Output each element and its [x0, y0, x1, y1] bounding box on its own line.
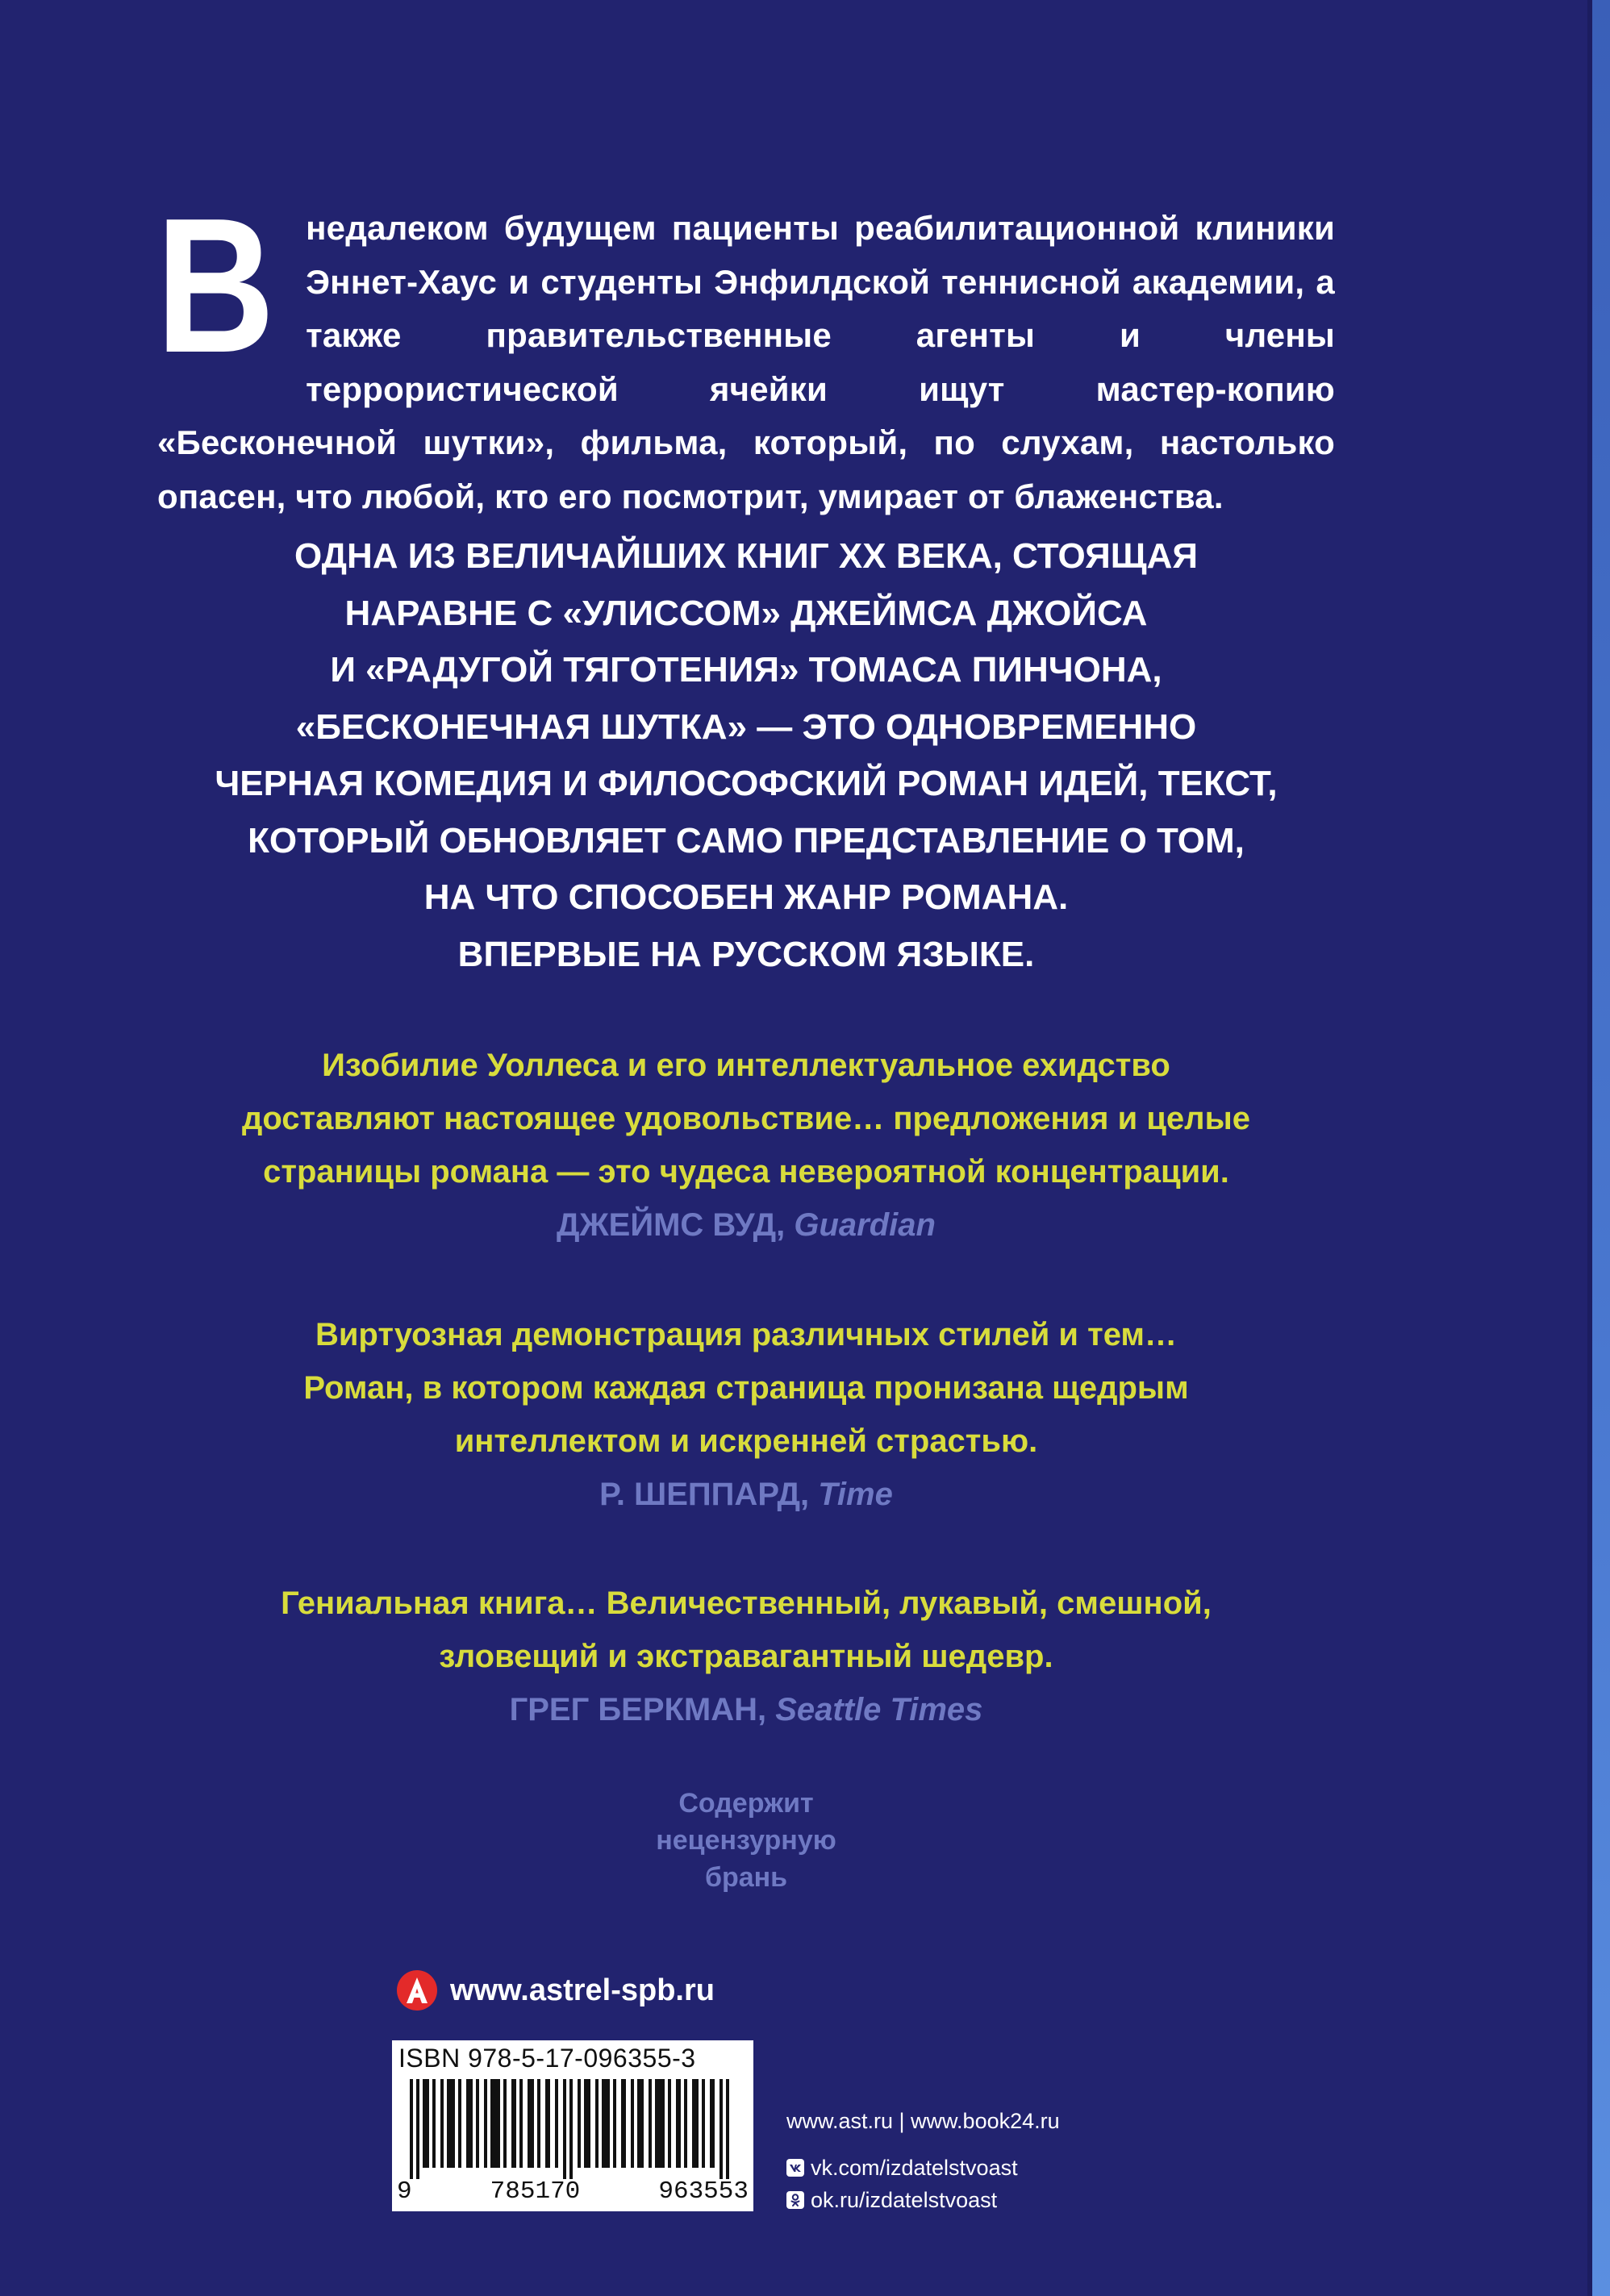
blurb-line: КОТОРЫЙ ОБНОВЛЯЕТ САМО ПРЕДСТАВЛЕНИЕ О ТОМ,	[248, 820, 1245, 860]
review-quote-wood	[0, 1039, 1492, 1252]
quote-line: доставляют настоящее удовольствие… предложения и целые	[242, 1101, 1250, 1136]
odnoklassniki-icon	[786, 2191, 804, 2209]
blurb-line: ОДНА ИЗ ВЕЛИЧАЙШИХ КНИГ XX ВЕКА, СТОЯЩАЯ	[294, 536, 1199, 576]
quote-attribution	[0, 1468, 1492, 1521]
quote-line: Виртуозная демонстрация различных стилей и тем…	[315, 1317, 1178, 1352]
quote-author: ГРЕГ БЕРКМАН,	[509, 1692, 767, 1727]
quote-source: Time	[818, 1477, 893, 1512]
quote-attribution	[0, 1198, 1492, 1252]
warning-line: брань	[704, 1862, 788, 1893]
vk-url: vk.com/izdatelstvoast	[811, 2156, 1018, 2180]
isbn-barcode	[392, 2040, 753, 2211]
quote-author: Р. ШЕППАРД,	[599, 1477, 810, 1512]
quote-source: Guardian	[794, 1207, 936, 1243]
ean-digits-right: 963553	[658, 2177, 749, 2206]
blurb-line: НАРАВНЕ С «УЛИССОМ» ДЖЕЙМСА ДЖОЙСА	[344, 593, 1148, 633]
spacer	[786, 2137, 1060, 2152]
quote-source: Seattle Times	[775, 1692, 983, 1727]
intro-paragraph	[156, 179, 1335, 523]
review-quote-berkman	[0, 1577, 1492, 1736]
astrel-a-logo-icon	[397, 1970, 437, 2011]
blurb	[0, 528, 1492, 983]
blurb-line: И «РАДУГОЙ ТЯГОТЕНИЯ» ТОМАСА ПИНЧОНА,	[330, 650, 1162, 690]
quote-line: Роман, в котором каждая страница пронизана щедрым	[303, 1370, 1189, 1406]
review-quote-sheppard	[0, 1308, 1492, 1521]
quote-author: ДЖЕЙМС ВУД,	[557, 1207, 786, 1243]
quote-line: зловещий и экстравагантный шедевр.	[439, 1639, 1053, 1674]
warning-line: нецензурную	[656, 1825, 836, 1856]
content-warning	[0, 1785, 1492, 1896]
quote-line: страницы романа — это чудеса невероятной концентрации.	[263, 1154, 1229, 1190]
vk-icon	[786, 2159, 804, 2177]
quote-line: интеллектом и искренней страстью.	[454, 1423, 1038, 1459]
ean-digits-left: 785170	[490, 2177, 581, 2206]
quote-attribution	[0, 1683, 1492, 1736]
blurb-line: ВПЕРВЫЕ НА РУССКОМ ЯЗЫКЕ.	[457, 934, 1035, 974]
ok-link[interactable]	[786, 2184, 1060, 2216]
barcode-bars	[410, 2079, 736, 2179]
barcode-digits	[397, 2177, 749, 2206]
quote-line: Изобилие Уоллеса и его интеллектуальное ехидство	[322, 1048, 1170, 1083]
ean-digit-prefix: 9	[397, 2177, 412, 2206]
ok-url: ok.ru/izdatelstvoast	[811, 2188, 998, 2212]
publisher-contacts	[786, 2105, 1060, 2216]
warning-line: Содержит	[678, 1788, 814, 1819]
vk-link[interactable]	[786, 2152, 1060, 2184]
web-links[interactable]: www.ast.ru | www.book24.ru	[786, 2109, 1060, 2133]
spine-strip	[1592, 0, 1610, 2296]
isbn-number: ISBN 978-5-17-096355-3	[398, 2044, 696, 2073]
drop-cap: В	[156, 179, 275, 393]
intro-text: недалеком будущем пациенты реабилитационной клиники Эннет-Хаус и студенты Энфилдской теннисной академии, а также правительственные агенты и члены террористической ячейки ищут мастер-копию «Бесконечной шутки», фильма, который, по слухам, настолько опасен, что любой, кто его посмотрит, умирает от блаженства.	[157, 209, 1335, 515]
quote-line: Гениальная книга… Величественный, лукавый, смешной,	[281, 1586, 1212, 1621]
blurb-line: ЧЕРНАЯ КОМЕДИЯ И ФИЛОСОФСКИЙ РОМАН ИДЕЙ, ТЕКСТ,	[215, 764, 1278, 803]
publisher-url[interactable]: www.astrel-spb.ru	[450, 1973, 715, 2007]
blurb-line: НА ЧТО СПОСОБЕН ЖАНР РОМАНА.	[423, 877, 1069, 917]
publisher-site	[397, 1969, 715, 2011]
blurb-line: «БЕСКОНЕЧНАЯ ШУТКА» — ЭТО ОДНОВРЕМЕННО	[295, 706, 1197, 747]
